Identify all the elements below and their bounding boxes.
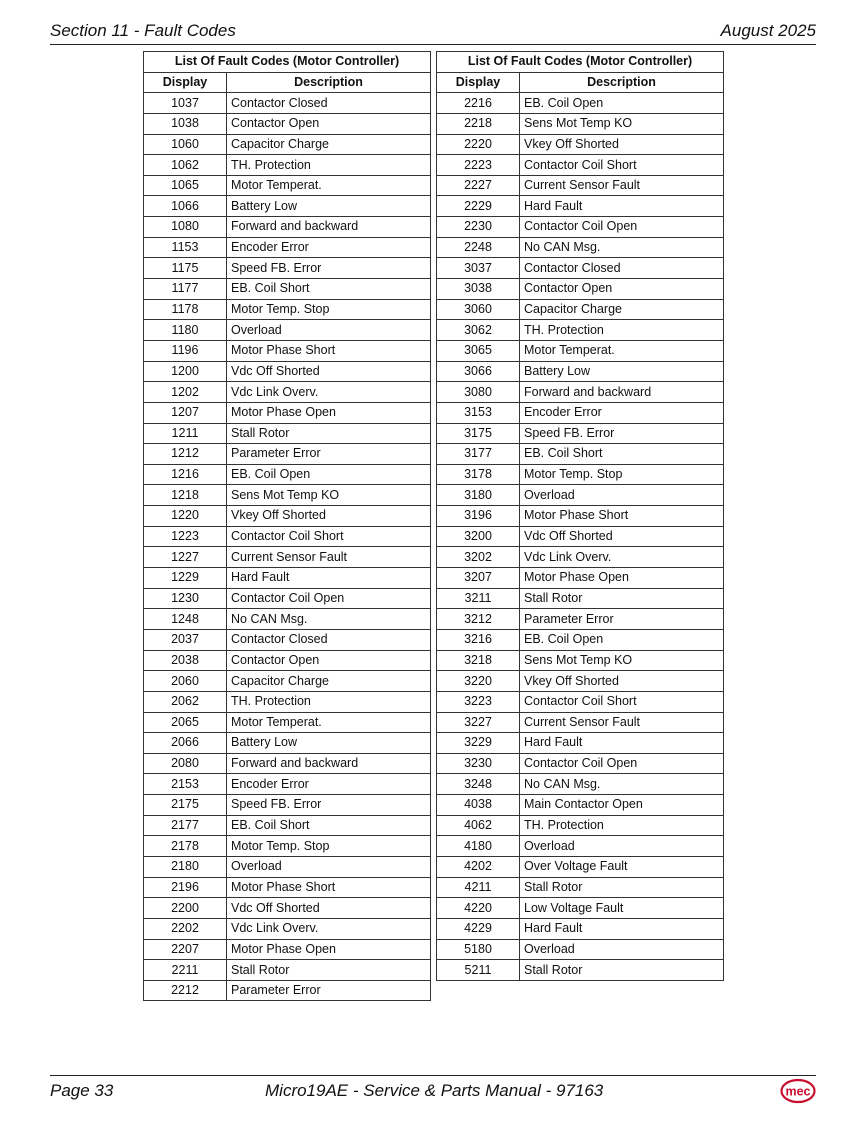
- fault-code: 1220: [144, 506, 227, 527]
- fault-description: Forward and backward: [227, 217, 431, 238]
- fault-description: Overload: [520, 836, 724, 857]
- table-row: [144, 898, 431, 919]
- table-row: [437, 733, 724, 754]
- fault-description: Forward and backward: [520, 382, 724, 403]
- fault-code: 3248: [437, 774, 520, 795]
- table-row: [437, 134, 724, 155]
- table-row: [144, 547, 431, 568]
- fault-description: Contactor Open: [520, 279, 724, 300]
- fault-code: 2223: [437, 155, 520, 176]
- fault-description: Overload: [520, 485, 724, 506]
- fault-code: 2202: [144, 918, 227, 939]
- fault-code: 1060: [144, 134, 227, 155]
- fault-code: 3062: [437, 320, 520, 341]
- fault-description: Motor Temp. Stop: [227, 299, 431, 320]
- fault-code: 3153: [437, 402, 520, 423]
- fault-code: 1065: [144, 175, 227, 196]
- fault-code: 1062: [144, 155, 227, 176]
- table-row: [144, 506, 431, 527]
- column-header-description: Description: [520, 72, 724, 93]
- table-row: [144, 237, 431, 258]
- fault-code: 1216: [144, 464, 227, 485]
- table-row: [144, 939, 431, 960]
- table-row: [144, 671, 431, 692]
- table-row: [144, 485, 431, 506]
- table-row: [437, 877, 724, 898]
- fault-description: Vdc Off Shorted: [520, 526, 724, 547]
- fault-description: Contactor Coil Short: [520, 155, 724, 176]
- fault-description: Stall Rotor: [227, 423, 431, 444]
- fault-code: 5211: [437, 960, 520, 981]
- fault-code: 1153: [144, 237, 227, 258]
- fault-code: 1202: [144, 382, 227, 403]
- table-row: [437, 340, 724, 361]
- fault-description: Speed FB. Error: [227, 258, 431, 279]
- table-row: [437, 464, 724, 485]
- fault-code: 3229: [437, 733, 520, 754]
- fault-description: Motor Temp. Stop: [520, 464, 724, 485]
- table-row: [437, 279, 724, 300]
- table-row: [144, 361, 431, 382]
- fault-code: 4220: [437, 898, 520, 919]
- fault-description: Overload: [520, 939, 724, 960]
- table-row: [144, 733, 431, 754]
- table-row: [144, 113, 431, 134]
- fault-code: 3066: [437, 361, 520, 382]
- table-title: List Of Fault Codes (Motor Controller): [144, 52, 431, 73]
- fault-code: 3220: [437, 671, 520, 692]
- table-row: [437, 526, 724, 547]
- fault-code: 2200: [144, 898, 227, 919]
- fault-code: 4211: [437, 877, 520, 898]
- page-number: Page 33: [50, 1081, 114, 1100]
- fault-description: TH. Protection: [520, 320, 724, 341]
- fault-code: 1200: [144, 361, 227, 382]
- fault-description: Encoder Error: [227, 774, 431, 795]
- fault-code: 4180: [437, 836, 520, 857]
- fault-code: 2037: [144, 629, 227, 650]
- table-row: [144, 464, 431, 485]
- fault-code: 3177: [437, 444, 520, 465]
- table-row: [437, 795, 724, 816]
- table-row: [437, 856, 724, 877]
- table-row: [437, 402, 724, 423]
- table-row: [437, 113, 724, 134]
- fault-description: Contactor Open: [227, 113, 431, 134]
- table-row: [144, 795, 431, 816]
- table-row: [437, 774, 724, 795]
- fault-code: 2180: [144, 856, 227, 877]
- fault-description: Low Voltage Fault: [520, 898, 724, 919]
- fault-code: 1038: [144, 113, 227, 134]
- fault-code-table-right: [436, 51, 724, 981]
- fault-code: 2038: [144, 650, 227, 671]
- table-row: [144, 134, 431, 155]
- table-row: [144, 196, 431, 217]
- fault-description: TH. Protection: [520, 815, 724, 836]
- fault-code: 1178: [144, 299, 227, 320]
- fault-code: 3223: [437, 691, 520, 712]
- fault-code: 2248: [437, 237, 520, 258]
- fault-description: Main Contactor Open: [520, 795, 724, 816]
- fault-description: Contactor Closed: [520, 258, 724, 279]
- fault-code: 3202: [437, 547, 520, 568]
- fault-description: Stall Rotor: [520, 960, 724, 981]
- fault-description: Sens Mot Temp KO: [520, 650, 724, 671]
- fault-description: Battery Low: [227, 196, 431, 217]
- fault-description: EB. Coil Short: [520, 444, 724, 465]
- fault-description: Contactor Closed: [227, 93, 431, 114]
- fault-code: 2060: [144, 671, 227, 692]
- table-row: [144, 340, 431, 361]
- fault-code: 1211: [144, 423, 227, 444]
- fault-code: 2230: [437, 217, 520, 238]
- table-row: [144, 93, 431, 114]
- table-row: [437, 918, 724, 939]
- fault-code: 2062: [144, 691, 227, 712]
- fault-description: Current Sensor Fault: [520, 712, 724, 733]
- fault-code: 3218: [437, 650, 520, 671]
- table-row: [144, 650, 431, 671]
- table-row: [437, 650, 724, 671]
- fault-code: 3216: [437, 629, 520, 650]
- table-row: [437, 155, 724, 176]
- fault-description: Vkey Off Shorted: [227, 506, 431, 527]
- fault-description: Vkey Off Shorted: [520, 671, 724, 692]
- fault-description: Contactor Open: [227, 650, 431, 671]
- page-footer: [50, 1075, 816, 1106]
- table-row: [144, 320, 431, 341]
- fault-description: TH. Protection: [227, 691, 431, 712]
- fault-code: 3080: [437, 382, 520, 403]
- table-row: [144, 588, 431, 609]
- fault-code: 2153: [144, 774, 227, 795]
- table-row: [437, 712, 724, 733]
- table-row: [144, 299, 431, 320]
- fault-description: Contactor Coil Open: [520, 217, 724, 238]
- fault-description: Encoder Error: [520, 402, 724, 423]
- fault-code: 3207: [437, 568, 520, 589]
- table-row: [437, 258, 724, 279]
- fault-code: 3065: [437, 340, 520, 361]
- table-row: [437, 753, 724, 774]
- fault-description: Motor Temperat.: [520, 340, 724, 361]
- table-row: [437, 93, 724, 114]
- fault-code: 3196: [437, 506, 520, 527]
- table-row: [144, 877, 431, 898]
- table-row: [437, 444, 724, 465]
- fault-code: 4062: [437, 815, 520, 836]
- table-row: [437, 485, 724, 506]
- fault-description: Hard Fault: [520, 918, 724, 939]
- fault-code: 3175: [437, 423, 520, 444]
- fault-description: Contactor Coil Open: [227, 588, 431, 609]
- fault-code: 2227: [437, 175, 520, 196]
- table-row: [144, 960, 431, 981]
- fault-description: Encoder Error: [227, 237, 431, 258]
- fault-code: 4229: [437, 918, 520, 939]
- table-row: [144, 526, 431, 547]
- column-header-description: Description: [227, 72, 431, 93]
- fault-code: 1196: [144, 340, 227, 361]
- fault-description: Motor Phase Open: [520, 568, 724, 589]
- fault-code: 1037: [144, 93, 227, 114]
- fault-description: Speed FB. Error: [227, 795, 431, 816]
- fault-description: Motor Phase Open: [227, 939, 431, 960]
- fault-code: 1229: [144, 568, 227, 589]
- fault-code: 2177: [144, 815, 227, 836]
- table-row: [144, 753, 431, 774]
- fault-code: 1175: [144, 258, 227, 279]
- fault-description: Motor Temperat.: [227, 175, 431, 196]
- fault-description: Vdc Link Overv.: [227, 382, 431, 403]
- fault-description: Parameter Error: [227, 980, 431, 1001]
- fault-description: Current Sensor Fault: [227, 547, 431, 568]
- table-row: [144, 155, 431, 176]
- fault-description: Overload: [227, 320, 431, 341]
- fault-code: 3038: [437, 279, 520, 300]
- table-row: [144, 402, 431, 423]
- fault-description: Current Sensor Fault: [520, 175, 724, 196]
- table-row: [144, 691, 431, 712]
- fault-code: 4202: [437, 856, 520, 877]
- mec-logo: [780, 1078, 816, 1104]
- fault-description: Over Voltage Fault: [520, 856, 724, 877]
- table-row: [437, 299, 724, 320]
- table-row: [437, 815, 724, 836]
- table-row: [437, 691, 724, 712]
- fault-description: EB. Coil Short: [227, 279, 431, 300]
- fault-code: 2229: [437, 196, 520, 217]
- table-row: [437, 588, 724, 609]
- fault-code: 3212: [437, 609, 520, 630]
- page-header: [50, 20, 816, 45]
- fault-description: Motor Phase Short: [227, 340, 431, 361]
- table-row: [437, 217, 724, 238]
- column-header-display: Display: [437, 72, 520, 93]
- fault-code: 2220: [437, 134, 520, 155]
- table-row: [437, 175, 724, 196]
- fault-description: No CAN Msg.: [520, 774, 724, 795]
- fault-description: No CAN Msg.: [227, 609, 431, 630]
- manual-title: Micro19AE - Service & Parts Manual - 97163: [265, 1081, 604, 1100]
- fault-code: 1177: [144, 279, 227, 300]
- table-row: [144, 382, 431, 403]
- fault-code: 2212: [144, 980, 227, 1001]
- table-row: [144, 609, 431, 630]
- fault-description: Sens Mot Temp KO: [227, 485, 431, 506]
- table-row: [437, 836, 724, 857]
- fault-description: Contactor Closed: [227, 629, 431, 650]
- table-row: [144, 918, 431, 939]
- fault-description: Motor Temp. Stop: [227, 836, 431, 857]
- table-row: [144, 836, 431, 857]
- table-row: [437, 361, 724, 382]
- table-row: [437, 671, 724, 692]
- fault-description: Vdc Off Shorted: [227, 361, 431, 382]
- fault-description: Sens Mot Temp KO: [520, 113, 724, 134]
- fault-description: Contactor Coil Open: [520, 753, 724, 774]
- fault-code: 1212: [144, 444, 227, 465]
- fault-code: 3060: [437, 299, 520, 320]
- fault-description: Battery Low: [520, 361, 724, 382]
- table-row: [437, 506, 724, 527]
- fault-code: 4038: [437, 795, 520, 816]
- table-title: List Of Fault Codes (Motor Controller): [437, 52, 724, 73]
- fault-description: Vdc Link Overv.: [227, 918, 431, 939]
- fault-description: Capacitor Charge: [227, 671, 431, 692]
- fault-description: Capacitor Charge: [520, 299, 724, 320]
- fault-code: 2207: [144, 939, 227, 960]
- table-row: [437, 568, 724, 589]
- fault-description: EB. Coil Short: [227, 815, 431, 836]
- fault-code: 3200: [437, 526, 520, 547]
- logo-text: mec: [785, 1084, 811, 1099]
- table-row: [437, 609, 724, 630]
- fault-description: Hard Fault: [227, 568, 431, 589]
- fault-code: 2080: [144, 753, 227, 774]
- fault-code: 1180: [144, 320, 227, 341]
- fault-description: Motor Phase Short: [520, 506, 724, 527]
- table-row: [144, 815, 431, 836]
- table-row: [144, 629, 431, 650]
- table-row: [437, 939, 724, 960]
- fault-code: 1227: [144, 547, 227, 568]
- table-row: [437, 547, 724, 568]
- section-title: Section 11 - Fault Codes: [50, 21, 236, 40]
- fault-description: Hard Fault: [520, 733, 724, 754]
- fault-description: Motor Phase Open: [227, 402, 431, 423]
- fault-code: 2196: [144, 877, 227, 898]
- fault-code: 3180: [437, 485, 520, 506]
- fault-code: 1230: [144, 588, 227, 609]
- table-row: [144, 712, 431, 733]
- fault-code: 3178: [437, 464, 520, 485]
- table-row: [144, 856, 431, 877]
- column-header-display: Display: [144, 72, 227, 93]
- table-row: [437, 423, 724, 444]
- fault-description: Hard Fault: [520, 196, 724, 217]
- fault-code: 3227: [437, 712, 520, 733]
- table-row: [437, 320, 724, 341]
- table-row: [437, 196, 724, 217]
- fault-description: Forward and backward: [227, 753, 431, 774]
- fault-description: EB. Coil Open: [227, 464, 431, 485]
- fault-description: No CAN Msg.: [520, 237, 724, 258]
- fault-code: 2211: [144, 960, 227, 981]
- fault-code: 5180: [437, 939, 520, 960]
- fault-description: Vkey Off Shorted: [520, 134, 724, 155]
- fault-description: Vdc Off Shorted: [227, 898, 431, 919]
- table-row: [144, 444, 431, 465]
- fault-description: Stall Rotor: [520, 588, 724, 609]
- table-row: [437, 237, 724, 258]
- fault-code: 3211: [437, 588, 520, 609]
- table-row: [144, 774, 431, 795]
- table-row: [437, 960, 724, 981]
- fault-code: 1066: [144, 196, 227, 217]
- fault-description: Battery Low: [227, 733, 431, 754]
- table-row: [144, 258, 431, 279]
- table-row: [437, 629, 724, 650]
- fault-code: 1248: [144, 609, 227, 630]
- fault-description: Capacitor Charge: [227, 134, 431, 155]
- fault-code: 2178: [144, 836, 227, 857]
- fault-description: Parameter Error: [520, 609, 724, 630]
- fault-code: 1218: [144, 485, 227, 506]
- table-row: [144, 568, 431, 589]
- fault-description: Vdc Link Overv.: [520, 547, 724, 568]
- fault-description: Speed FB. Error: [520, 423, 724, 444]
- fault-description: EB. Coil Open: [520, 93, 724, 114]
- fault-code: 2218: [437, 113, 520, 134]
- table-row: [144, 980, 431, 1001]
- fault-code: 1223: [144, 526, 227, 547]
- table-row: [144, 217, 431, 238]
- table-row: [144, 175, 431, 196]
- fault-code: 1207: [144, 402, 227, 423]
- fault-description: Overload: [227, 856, 431, 877]
- fault-code: 1080: [144, 217, 227, 238]
- fault-code: 2065: [144, 712, 227, 733]
- fault-description: EB. Coil Open: [520, 629, 724, 650]
- fault-code: 2216: [437, 93, 520, 114]
- fault-code: 2175: [144, 795, 227, 816]
- fault-code: 3230: [437, 753, 520, 774]
- header-date: August 2025: [720, 21, 816, 40]
- fault-description: Motor Temperat.: [227, 712, 431, 733]
- fault-description: Contactor Coil Short: [227, 526, 431, 547]
- table-row: [144, 423, 431, 444]
- fault-description: Stall Rotor: [520, 877, 724, 898]
- fault-code-table-left: [143, 51, 431, 1001]
- fault-code: 2066: [144, 733, 227, 754]
- fault-description: TH. Protection: [227, 155, 431, 176]
- table-row: [437, 898, 724, 919]
- fault-description: Parameter Error: [227, 444, 431, 465]
- fault-description: Contactor Coil Short: [520, 691, 724, 712]
- table-row: [437, 382, 724, 403]
- fault-description: Motor Phase Short: [227, 877, 431, 898]
- table-row: [144, 279, 431, 300]
- fault-description: Stall Rotor: [227, 960, 431, 981]
- fault-code: 3037: [437, 258, 520, 279]
